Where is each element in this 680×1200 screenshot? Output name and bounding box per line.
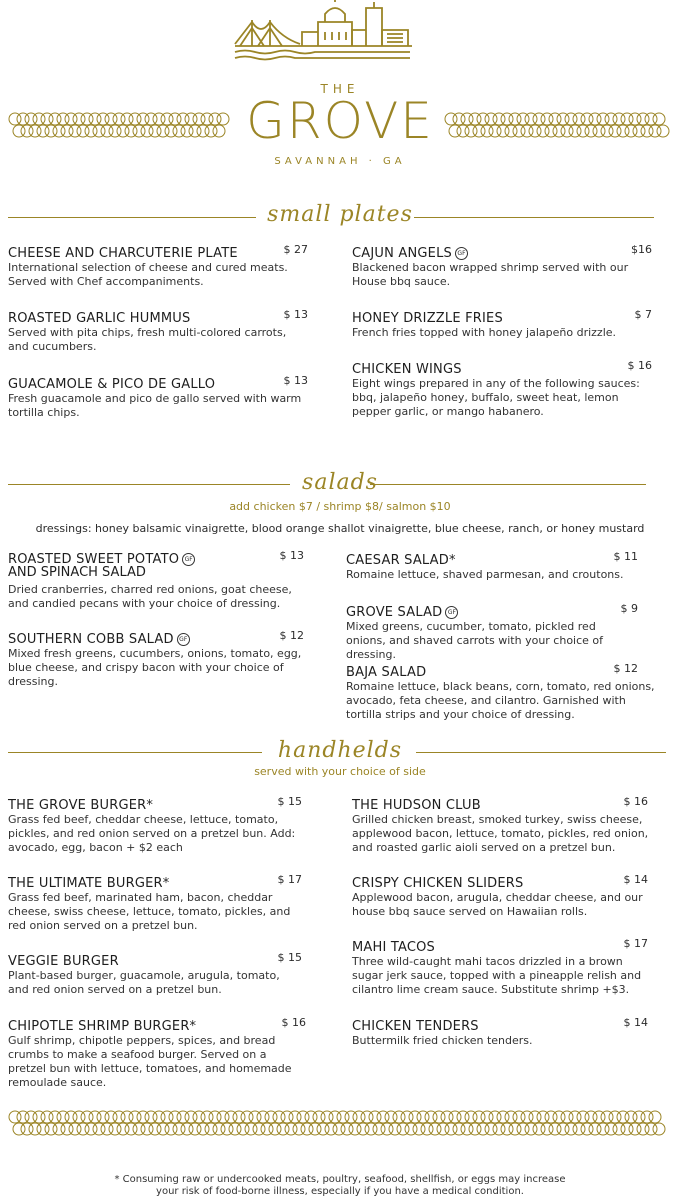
menu-item [8,872,302,933]
item-name: GROVE SALAD [346,605,443,620]
item-price: $ 14 [623,1016,648,1029]
savannah-skyline-logo [230,0,450,80]
item-name: THE ULTIMATE BURGER* [8,876,170,891]
item-name: BAJA SALAD [346,665,427,680]
menu-item [346,661,660,722]
item-price: $ 7 [634,308,652,321]
item-description: Mixed fresh greens, cucumbers, onions, tomato, egg, blue cheese, and crispy bacon with your choice of dressing. [8,647,302,688]
item-description: Romaine lettuce, shaved parmesan, and croutons. [346,568,624,581]
item-description: Three wild-caught mahi tacos drizzled in a brown sugar jerk sauce, topped with a pineapple relish and cilantro lime cream sauce. Substitute shrimp +$3. [352,955,642,996]
dressing-options: dressings: honey balsamic vinaigrette, blood orange shallot vinaigrette, blue cheese, ranch, or honey mustard [35,522,645,535]
item-description: Grass fed beef, cheddar cheese, lettuce, tomato, pickles, and red onion served on a pretzel bun. Add: avocado, egg, bacon + $2 each [8,813,296,854]
item-description: Blackened bacon wrapped shrimp served with our House bbq sauce. [352,261,629,288]
menu-item [8,548,304,611]
item-price: $ 13 [283,374,308,387]
item-description: Romaine lettuce, black beans, corn, tomato, red onions, avocado, feta cheese, and cilantro. Garnished with tortilla strips and your choice of dressing. [346,680,655,721]
section-title: salads [302,470,378,495]
item-name: CAJUN ANGELS [352,246,452,261]
item-name: HONEY DRIZZLE FRIES [352,311,503,326]
item-price: $16 [631,243,652,256]
menu-item [346,549,638,582]
item-name: CHIPOTLE SHRIMP BURGER* [8,1019,197,1034]
gluten-free-icon: GF [182,553,195,566]
gluten-free-icon: GF [177,633,190,646]
item-price: $ 16 [627,359,652,372]
dot-pattern-left [8,110,230,142]
gluten-free-icon: GF [455,247,468,260]
item-price: $ 12 [279,629,304,642]
item-name-continued: AND SPINACH SALAD [8,565,146,580]
item-price: $ 27 [283,243,308,256]
item-price: $ 15 [277,951,302,964]
item-description: International selection of cheese and cured meats. Served with Chef accompaniments. [8,261,288,288]
menu-item [8,794,302,855]
dot-pattern-right [444,110,672,142]
section-title: handhelds [277,738,403,763]
item-name: THE GROVE BURGER* [8,798,154,813]
menu-item [352,358,652,419]
item-description: Dried cranberries, charred red onions, goat cheese, and candied pecans with your choice of dressing. [8,583,292,610]
item-name: CHEESE AND CHARCUTERIE PLATE [8,246,238,261]
item-name: THE HUDSON CLUB [352,798,481,813]
item-name: MAHI TACOS [352,940,436,955]
item-name: CRISPY CHICKEN SLIDERS [352,876,524,891]
handhelds-subtitle: served with your choice of side [254,765,426,778]
item-description: Plant-based burger, guacamole, arugula, tomato, and red onion served on a pretzel bun. [8,969,280,996]
gluten-free-icon: GF [445,606,458,619]
item-name: VEGGIE BURGER [8,954,119,969]
item-description: Buttermilk fried chicken tenders. [352,1034,533,1047]
dot-pattern-bottom [8,1108,666,1140]
menu-item [8,373,308,420]
menu-item [352,1015,648,1048]
item-description: Applewood bacon, arugula, cheddar cheese, and our house bbq sauce served on Hawaiian rolls. [352,891,643,918]
menu-item [8,950,302,997]
item-price: $ 16 [623,795,648,808]
item-name: SOUTHERN COBB SALAD [8,632,174,647]
brand-name: GROVE [246,92,434,150]
item-name: CAESAR SALAD* [346,553,456,568]
item-name: ROASTED GARLIC HUMMUS [8,311,191,326]
item-price: $ 14 [623,873,648,886]
menu-item [8,1015,306,1090]
item-price: $ 9 [620,602,638,615]
item-description: Grass fed beef, marinated ham, bacon, cheddar cheese, swiss cheese, lettuce, tomato, pickles, and red onion served on a pretzel bun. [8,891,291,932]
menu-item [346,601,638,662]
item-description: French fries topped with honey jalapeño drizzle. [352,326,617,339]
item-price: $ 11 [613,550,638,563]
item-description: Mixed greens, cucumber, tomato, pickled red onions, and shaved carrots with your choice of dressing. [346,620,604,661]
menu-header [0,0,680,190]
item-price: $ 17 [277,873,302,886]
item-description: Eight wings prepared in any of the following sauces: bbq, jalapeño honey, buffalo, sweet heat, lemon pepper garlic, or mango habanero. [352,377,640,418]
item-name: ROASTED SWEET POTATO [8,552,180,567]
item-price: $ 16 [281,1016,306,1029]
menu-item [352,936,648,997]
menu-item [352,872,648,919]
footnote-line: your risk of food-borne illness, especially if you have a medical condition. [156,1186,524,1197]
item-description: Gulf shrimp, chipotle peppers, spices, and bread crumbs to make a seafood burger. Served on a pretzel bun with lettuce, tomatoes, and homemade remoulade sauce. [8,1034,292,1089]
item-price: $ 13 [279,549,304,562]
menu-item [8,307,308,354]
item-name: CHICKEN TENDERS [352,1019,479,1034]
footnote-line: * Consuming raw or undercooked meats, poultry, seafood, shellfish, or eggs may increase [114,1174,566,1185]
item-description: Fresh guacamole and pico de gallo served with warm tortilla chips. [8,392,302,419]
brand-location: SAVANNAH · GA [274,156,406,167]
menu-item [8,242,308,289]
item-name: GUACAMOLE & PICO DE GALLO [8,377,216,392]
item-price: $ 15 [277,795,302,808]
item-price: $ 13 [283,308,308,321]
food-safety-footnote [0,1174,680,1198]
menu-item [352,307,652,340]
item-description: Served with pita chips, fresh multi-colored carrots, and cucumbers. [8,326,287,353]
menu-item [352,794,648,855]
item-name: CHICKEN WINGS [352,362,462,377]
item-price: $ 12 [613,662,638,675]
menu-item [352,242,652,289]
brand-prefix: THE [320,82,360,96]
item-description: Grilled chicken breast, smoked turkey, swiss cheese, applewood bacon, lettuce, tomato, pickles, red onion, and roasted garlic aioli served on a pretzel bun. [352,813,649,854]
section-title: small plates [267,202,413,227]
menu-item [8,628,304,689]
salad-addons: add chicken $7 / shrimp $8/ salmon $10 [229,500,451,513]
item-price: $ 17 [623,937,648,950]
